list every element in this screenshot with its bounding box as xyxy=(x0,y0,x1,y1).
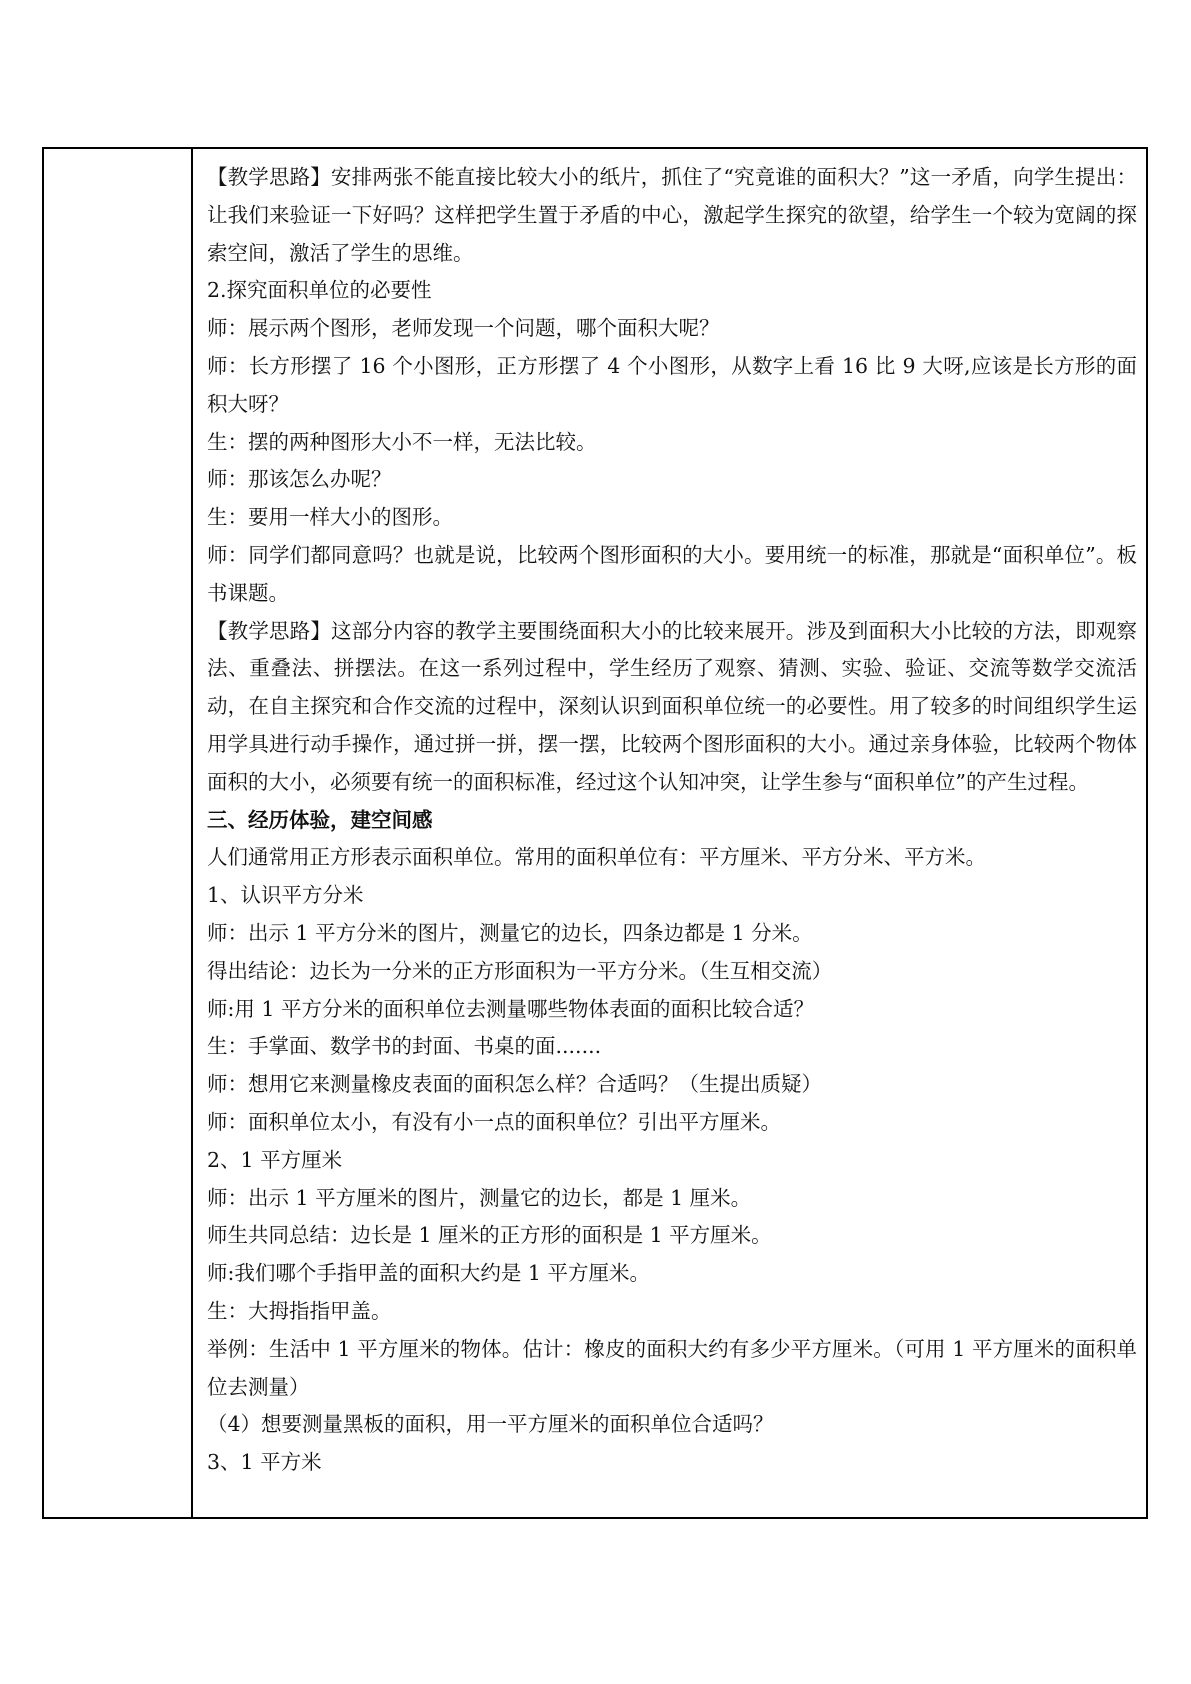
paragraph-subheading-square-meter: 3、1 平方米 xyxy=(207,1450,322,1475)
paragraph: 师：同学们都同意吗？也就是说，比较两个图形面积的大小。要用统一的标准，那就是“面积单位”。板书课题。 xyxy=(207,542,1137,605)
paragraph: （4）想要测量黑板的面积，用一平方厘米的面积单位合适吗？ xyxy=(207,1412,774,1437)
paragraph: 举例：生活中 1 平方厘米的物体。估计：橡皮的面积大约有多少平方厘米。（可用 1 平方厘米的面积单位去测量） xyxy=(207,1336,1137,1399)
paragraph: 师生共同总结：边长是 1 厘米的正方形的面积是 1 平方厘米。 xyxy=(207,1223,772,1248)
paragraph: 得出结论：边长为一分米的正方形面积为一平方分米。（生互相交流） xyxy=(207,958,833,983)
paragraph: 人们通常用正方形表示面积单位。常用的面积单位有：平方厘米、平方分米、平方米。 xyxy=(207,845,986,870)
paragraph: 生：要用一样大小的图形。 xyxy=(207,505,453,530)
paragraph: 生：大拇指指甲盖。 xyxy=(207,1298,392,1323)
section-heading: 三、经历体验，建空间感 xyxy=(207,807,433,832)
paragraph: 师：想用它来测量橡皮表面的面积怎么样？合适吗？（生提出质疑） xyxy=(207,1072,822,1097)
paragraph: 师：面积单位太小，有没有小一点的面积单位？引出平方厘米。 xyxy=(207,1109,781,1134)
paragraph-teaching-idea-2: 【教学思路】这部分内容的教学主要围绕面积大小的比较来展开。涉及到面积大小比较的方法，即观察法、重叠法、拼摆法。在这一系列过程中，学生经历了观察、猜测、实验、验证、交流等数学交流活动，在自主探究和合作交流的过程中，深刻认识到面积单位统一的必要性。用了较多的时间组织学生运用学具进行动手操作，通过拼一拼，摆一摆，比较两个图形面积的大小。通过亲身体验，比较两个物体面积的大小，必须要有统一的面积标准，经过这个认知冲突，让学生参与“面积单位”的产生过程。 xyxy=(207,618,1137,794)
paragraph: 师：出示 1 平方分米的图片，测量它的边长，四条边都是 1 分米。 xyxy=(207,920,813,945)
paragraph: 师：那该怎么办呢？ xyxy=(207,467,392,492)
paragraph: 师：长方形摆了 16 个小图形，正方形摆了 4 个小图形，从数字上看 16 比 9 大呀,应该是长方形的面积大呀？ xyxy=(207,353,1137,416)
paragraph-subheading-necessity: 2.探究面积单位的必要性 xyxy=(207,278,432,303)
paragraph-subheading-square-decimeter: 1、认识平方分米 xyxy=(207,883,364,908)
table-left-column xyxy=(44,149,193,1517)
paragraph-subheading-square-centimeter: 2、1 平方厘米 xyxy=(207,1147,343,1172)
lesson-table xyxy=(42,147,1148,1519)
paragraph: 生：摆的两种图形大小不一样，无法比较。 xyxy=(207,429,597,454)
paragraph: 师：出示 1 平方厘米的图片，测量它的边长，都是 1 厘米。 xyxy=(207,1185,752,1210)
paragraph: 生：手掌面、数学书的封面、书桌的面....... xyxy=(207,1034,602,1059)
paragraph: 师:我们哪个手指甲盖的面积大约是 1 平方厘米。 xyxy=(207,1261,650,1286)
paragraph: 师:用 1 平方分米的面积单位去测量哪些物体表面的面积比较合适？ xyxy=(207,996,814,1021)
paragraph-teaching-idea-1: 【教学思路】安排两张不能直接比较大小的纸片，抓住了“究竟谁的面积大？”这一矛盾，向学生提出：让我们来验证一下好吗？这样把学生置于矛盾的中心，激起学生探究的欲望，给学生一个较为宽阔的探索空间，激活了学生的思维。 xyxy=(207,165,1137,265)
paragraph: 师：展示两个图形，老师发现一个问题，哪个面积大呢？ xyxy=(207,316,720,341)
table-content-cell xyxy=(207,149,1137,1482)
